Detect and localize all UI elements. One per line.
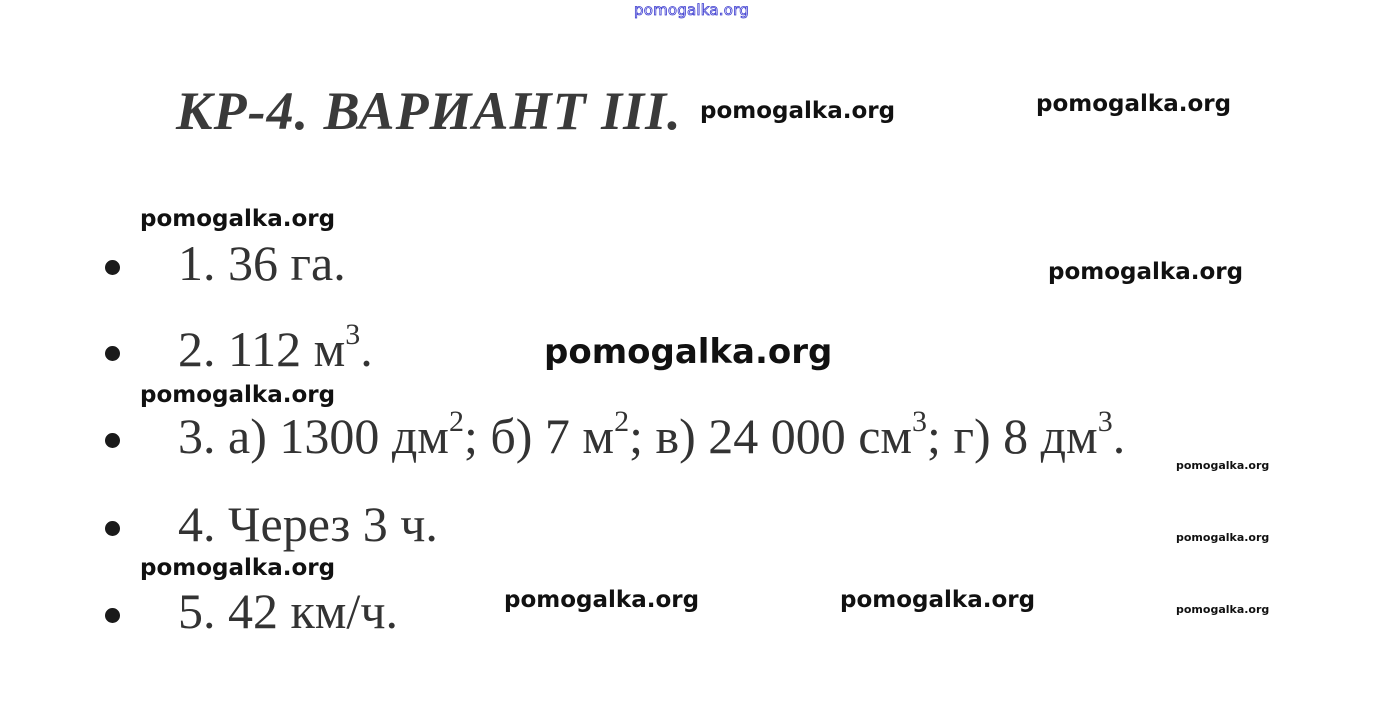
watermark: pomogalka.org [700, 98, 896, 124]
bullet-icon [105, 346, 120, 361]
watermark: pomogalka.org [140, 206, 336, 232]
watermark: pomogalka.org [140, 555, 336, 581]
watermark: pomogalka.org [840, 587, 1036, 613]
watermark: pomogalka.org [544, 332, 833, 372]
bullet-icon [105, 608, 120, 623]
site-watermark-header: pomogalka.org [634, 1, 749, 19]
bullet-icon [105, 433, 120, 448]
answer-text: 3. а) 1300 $дм^2$; б) 7 $м^2$; в) 24 000 $см^3$; г) 8 $дм^3$. [178, 405, 1126, 464]
watermark: pomogalka.org [504, 587, 700, 613]
watermark: pomogalka.org [1048, 259, 1244, 285]
watermark: pomogalka.org [1176, 459, 1270, 472]
watermark: pomogalka.org [1176, 603, 1270, 616]
bullet-icon [105, 521, 120, 536]
watermark: pomogalka.org [1036, 91, 1232, 117]
watermark: pomogalka.org [140, 382, 336, 408]
answer-text: 1. 36 га. [178, 235, 346, 291]
page-title: КР-4. ВАРИАНТ III. [176, 81, 682, 141]
answer-text: 2. 112 $м^3$. [178, 318, 373, 377]
answer-text: 5. 42 км/ч. [178, 583, 398, 639]
watermark: pomogalka.org [1176, 531, 1270, 544]
bullet-icon [105, 260, 120, 275]
answer-text: 4. Через 3 ч. [178, 496, 438, 552]
